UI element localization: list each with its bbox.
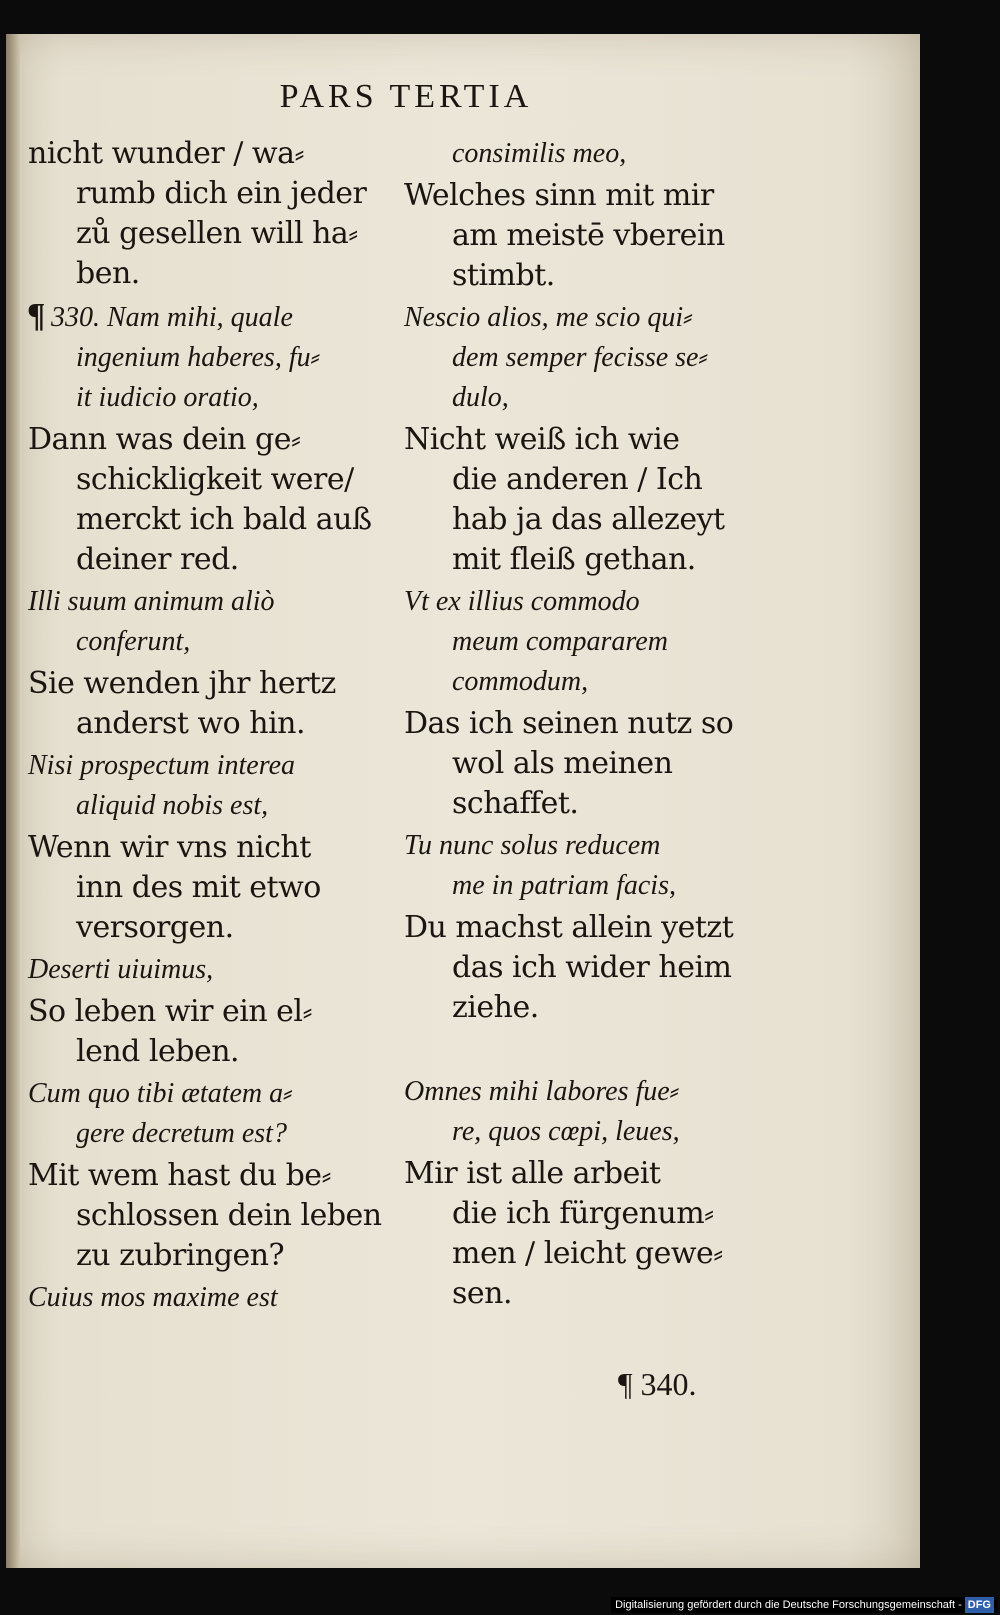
- text-line: [28, 254, 358, 294]
- text-line: [404, 176, 734, 216]
- line-text: meum compararem: [452, 626, 668, 657]
- text-line: [28, 622, 358, 662]
- line-text: 330. Nam mihi, quale: [51, 302, 293, 333]
- text-line: [404, 134, 734, 174]
- text-line: [28, 992, 358, 1032]
- latin-entry: [28, 1074, 358, 1154]
- line-text: ben.: [76, 256, 140, 291]
- line-text: Wenn wir vns nicht: [28, 830, 311, 865]
- german-entry: [404, 420, 734, 580]
- line-text: stimbt.: [452, 258, 555, 293]
- german-entry: [28, 664, 358, 744]
- text-line: [28, 1196, 382, 1236]
- line-text: mit fleiß gethan.: [452, 542, 696, 577]
- running-head: PARS TERTIA: [279, 78, 533, 115]
- line-text: dulo,: [452, 382, 509, 413]
- text-line: [28, 908, 358, 948]
- line-text: Das ich seinen nutz so: [404, 706, 734, 741]
- german-entry: [28, 1156, 382, 1276]
- line-text: Welches sinn mit mir: [404, 178, 714, 213]
- text-line: [404, 298, 734, 338]
- text-line: [404, 1274, 734, 1314]
- text-line: [28, 214, 358, 254]
- text-line: [404, 908, 734, 948]
- line-text: Vt ex illius commodo: [404, 586, 640, 617]
- line-text: Cuius mos maxime est: [28, 1282, 278, 1313]
- text-line: [28, 786, 358, 826]
- line-text: rumb dich ein jeder: [76, 176, 367, 211]
- text-line: [28, 378, 358, 418]
- text-line: [404, 1154, 734, 1194]
- line-text: Deserti uiuimus,: [28, 954, 214, 985]
- line-text: die ich fürgenum⸗: [452, 1196, 714, 1231]
- text-line: [28, 1032, 358, 1072]
- line-text: schickligkeit were/: [76, 462, 354, 497]
- line-text: conferunt,: [76, 626, 191, 657]
- line-text: gere decretum est?: [76, 1118, 287, 1149]
- text-line: [404, 338, 734, 378]
- line-text: Illi suum animum aliò: [28, 586, 275, 617]
- binding-edge: [6, 34, 20, 1568]
- latin-entry: [28, 746, 358, 826]
- line-text: Nescio alios, me scio qui⸗: [404, 302, 693, 333]
- text-line: [28, 420, 358, 460]
- book-page: [6, 34, 920, 1568]
- text-line: [404, 1234, 734, 1274]
- line-text: Nisi prospectum interea: [28, 750, 296, 781]
- latin-entry: [404, 298, 734, 418]
- line-text: So leben wir ein el⸗: [28, 994, 313, 1029]
- german-entry: [28, 828, 358, 948]
- line-text: schlossen dein leben: [76, 1198, 382, 1233]
- german-entry: [404, 704, 734, 824]
- text-line: [404, 866, 734, 906]
- text-line: [28, 704, 358, 744]
- line-text: zu zubringen?: [76, 1238, 285, 1273]
- text-line: [28, 460, 358, 500]
- text-line: [404, 540, 734, 580]
- line-text: Mit wem hast du be⸗: [28, 1158, 332, 1193]
- text-line: [28, 338, 358, 378]
- line-text: Tu nunc solus reducem: [404, 830, 661, 861]
- text-line: [404, 826, 734, 866]
- latin-entry: [404, 1072, 734, 1152]
- text-line: [28, 868, 358, 908]
- text-line: [404, 988, 734, 1028]
- line-text: lend leben.: [76, 1034, 240, 1069]
- text-line: [28, 1114, 358, 1154]
- text-line: [28, 500, 372, 540]
- dfg-badge: DFG: [965, 1597, 994, 1613]
- text-line: [28, 1074, 358, 1114]
- text-line: [404, 1194, 734, 1234]
- latin-entry: [28, 1278, 358, 1318]
- line-text: Nicht weiß ich wie: [404, 422, 680, 457]
- left-column: [28, 134, 382, 1320]
- line-text: am meistē vberein: [452, 218, 725, 253]
- text-line: [404, 378, 734, 418]
- latin-entry: [28, 296, 358, 418]
- line-text: merckt ich bald auß: [76, 502, 372, 537]
- text-line: [404, 1112, 734, 1152]
- line-text: me in patriam facis,: [452, 870, 676, 901]
- german-entry: [28, 420, 372, 580]
- text-line: [28, 664, 358, 704]
- line-text: dem semper fecisse se⸗: [452, 342, 708, 373]
- text-line: [404, 784, 734, 824]
- latin-entry: [404, 582, 734, 702]
- line-text: Cum quo tibi ætatem a⸗: [28, 1078, 293, 1109]
- text-line: [28, 950, 358, 990]
- line-text: men / leicht gewe⸗: [452, 1236, 723, 1271]
- text-line: [28, 582, 358, 622]
- line-text: anderst wo hin.: [76, 706, 306, 741]
- text-line: [404, 256, 734, 296]
- text-line: [404, 1072, 734, 1112]
- line-text: das ich wider heim: [452, 950, 732, 985]
- text-line: [28, 174, 367, 214]
- text-line: [404, 704, 734, 744]
- line-text: die anderen / Ich: [452, 462, 703, 497]
- text-line: [28, 828, 358, 868]
- line-text: hab ja das allezeyt: [452, 502, 725, 537]
- text-line: [404, 216, 734, 256]
- latin-entry: [28, 582, 358, 662]
- line-text: re, quos cœpi, leues,: [452, 1116, 680, 1147]
- line-text: versorgen.: [76, 910, 234, 945]
- text-line: [404, 744, 734, 784]
- line-text: ingenium haberes, fu⸗: [76, 342, 320, 373]
- digitization-credit: [611, 1597, 998, 1613]
- line-text: Omnes mihi labores fue⸗: [404, 1076, 680, 1107]
- text-line: [404, 622, 734, 662]
- right-column: [404, 134, 734, 1316]
- text-line: [404, 460, 734, 500]
- line-text: Du machst allein yetzt: [404, 910, 734, 945]
- german-entry: [404, 1154, 734, 1314]
- line-text: consimilis meo,: [452, 138, 627, 169]
- section-number: ¶ 340.: [618, 1366, 697, 1402]
- pilcrow-mark: ¶: [28, 297, 45, 334]
- text-line: [28, 1278, 358, 1318]
- text-line: [28, 540, 358, 580]
- latin-entry: [28, 950, 358, 990]
- text-line: [404, 582, 734, 622]
- line-text: nicht wunder / wa⸗: [28, 136, 304, 171]
- line-text: wol als meinen: [452, 746, 673, 781]
- line-text: schaffet.: [452, 786, 579, 821]
- line-text: Dann was dein ge⸗: [28, 422, 301, 457]
- german-entry: [404, 908, 734, 1028]
- text-line: [28, 1236, 358, 1276]
- text-line: [28, 1156, 358, 1196]
- text-line: [404, 500, 734, 540]
- line-text: inn des mit etwo: [76, 870, 321, 905]
- german-entry: [28, 992, 358, 1072]
- german-entry: [28, 134, 367, 294]
- latin-entry: [404, 134, 734, 174]
- line-text: commodum,: [452, 666, 589, 697]
- text-line: [28, 296, 358, 338]
- text-line: [28, 134, 358, 174]
- text-line: [404, 662, 734, 702]
- text-line: [28, 746, 358, 786]
- text-line: [404, 948, 734, 988]
- line-text: zů gesellen will ha⸗: [76, 216, 358, 251]
- line-text: ziehe.: [452, 990, 539, 1025]
- german-entry: [404, 176, 734, 296]
- line-text: it iudicio oratio,: [76, 382, 259, 413]
- latin-entry: [404, 826, 734, 906]
- line-text: Sie wenden jhr hertz: [28, 666, 336, 701]
- text-line: [404, 420, 734, 460]
- line-text: deiner red.: [76, 542, 239, 577]
- line-text: sen.: [452, 1276, 513, 1311]
- credit-text: Digitalisierung gefördert durch die Deutsche Forschungsgemeinschaft -: [615, 1599, 962, 1611]
- line-text: aliquid nobis est,: [76, 790, 269, 821]
- line-text: Mir ist alle arbeit: [404, 1156, 661, 1191]
